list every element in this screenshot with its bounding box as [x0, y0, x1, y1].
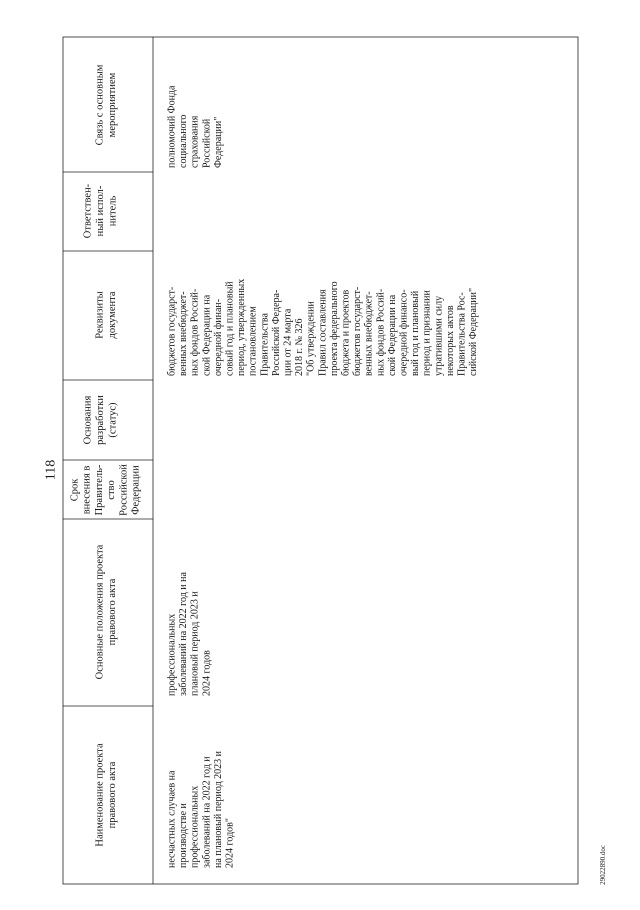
cell-link-line: Российской — [201, 118, 213, 168]
cell-requisites-line: утратившими силу — [433, 295, 445, 376]
header-executor — [83, 183, 119, 238]
header-link — [95, 64, 119, 145]
cell-requisites-line: совый год и плановый — [224, 281, 236, 376]
cell-requisites-line: Правительства Рос- — [456, 292, 468, 376]
header-requisites — [95, 291, 119, 339]
header-name-line: правового акта — [107, 761, 118, 829]
header-executor-line: ный испол- — [95, 185, 106, 237]
cell-requisites-line: бюджета и проектов — [340, 289, 352, 376]
cell-name-line: заболеваний на 2022 год и — [201, 756, 213, 868]
header-name — [95, 743, 119, 847]
cell-requisites-line: венных внебюджет- — [178, 291, 190, 376]
cell-provisions-line: 2024 годов — [201, 650, 213, 696]
header-requisites-line: документа — [107, 291, 118, 339]
cell-requisites-line: вый год и плановый — [410, 290, 422, 376]
header-provisions-line: правового акта — [107, 578, 118, 646]
cell-requisites-line: проекта федерального — [328, 281, 340, 376]
header-deadline-line: Правитель- — [93, 464, 105, 516]
header-basis — [83, 395, 119, 445]
cell-requisites-line: ции от 24 марта — [282, 308, 294, 376]
cell-provisions-line: профессиональных — [166, 613, 178, 696]
cell-requisites-line: бюджетов государст- — [166, 286, 178, 376]
header-requisites-line: Реквизиты — [94, 291, 106, 339]
header-deadline-line: ство — [106, 480, 118, 500]
cell-link-line: Федерации" — [212, 116, 224, 168]
cell-requisites-line: ных фондов Россий- — [375, 288, 387, 376]
header-provisions — [95, 544, 119, 679]
cell-requisites-line: венных внебюджет- — [363, 291, 375, 376]
cell-requisites-line: Российской Федера- — [270, 289, 282, 376]
page-number: 118 — [43, 459, 59, 481]
cell-requisites-line: бюджетов государст- — [352, 286, 364, 376]
cell-requisites-line: ской Федерации на — [201, 294, 213, 376]
cell-name-line: несчастных случаев на — [166, 770, 178, 868]
cell-requisites-line: Правил составления — [317, 289, 329, 376]
cell-link-to-measure — [167, 85, 224, 168]
cell-link-line: страхования — [189, 115, 201, 168]
cell-name-line: на плановый период 2023 и — [212, 750, 224, 868]
cell-requisites-line: постановлением — [247, 306, 259, 376]
header-provisions-line: Основные положения проекта — [94, 544, 106, 680]
cell-link-line: полномочий Фонда — [166, 85, 178, 168]
header-executor-line: нитель — [107, 195, 119, 227]
cell-name-line: производстве и — [178, 803, 190, 868]
header-link-line: мероприятием — [107, 72, 118, 138]
cell-requisites-line: ской Федерации на — [386, 294, 398, 376]
header-basis-line: разработки — [95, 395, 106, 445]
cell-requisites-line: период и признании — [421, 290, 433, 376]
header-deadline — [70, 464, 142, 516]
header-deadline-line: Срок — [69, 478, 81, 502]
cell-requisites-line: некоторых актов — [444, 305, 456, 376]
cell-requisites-line: Правительства — [259, 313, 271, 376]
cell-link-line: социального — [178, 114, 190, 168]
cell-document-requisites — [167, 279, 480, 376]
cell-main-provisions — [167, 571, 213, 696]
header-deadline-line: Российской — [118, 464, 130, 516]
cell-requisites-line: 2018 г. № 326 — [294, 318, 306, 376]
table-border — [63, 37, 578, 884]
cell-project-name — [167, 750, 236, 868]
cell-name-line: профессиональных — [189, 785, 201, 868]
table-grid — [63, 37, 578, 884]
header-basis-line: Основания — [82, 395, 94, 445]
cell-provisions-line: заболеваний на 2022 год и на — [178, 572, 190, 696]
cell-requisites-line: сийской Федерации" — [468, 287, 480, 376]
cell-name-line: 2024 годов" — [224, 818, 236, 868]
cell-requisites-line: очередной финан- — [212, 298, 224, 376]
header-basis-line: (статус) — [107, 402, 119, 438]
cell-requisites-line: очередной финансо- — [398, 289, 410, 376]
cell-requisites-line: "Об утверждении — [305, 301, 317, 376]
cell-requisites-line: период, утвержденных — [236, 278, 248, 376]
header-deadline-line: Федерации — [130, 465, 142, 515]
header-link-line: Связь с основным — [94, 64, 106, 146]
cell-requisites-line: ных фондов Россий- — [189, 288, 201, 376]
header-executor-line: Ответствен- — [82, 183, 94, 239]
header-deadline-line: внесения в — [81, 465, 93, 515]
cell-provisions-line: плановый период 2023 и — [189, 591, 201, 696]
header-name-line: Наименование проекта — [94, 743, 106, 847]
footer-file-code: 29022890.doc — [599, 845, 607, 885]
